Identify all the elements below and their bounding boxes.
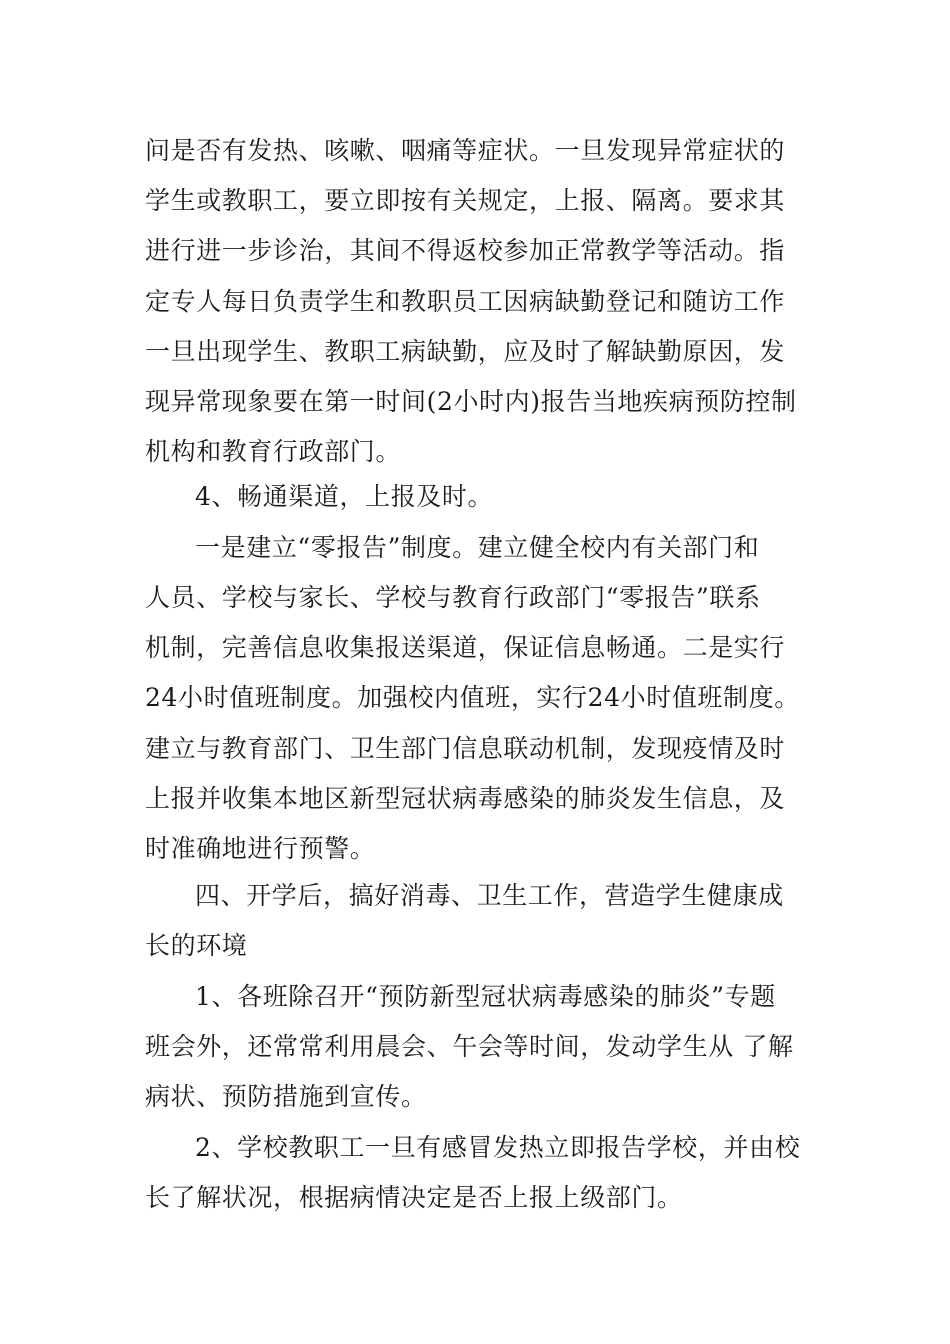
text-line: 病状、预防措施到宣传。 bbox=[145, 1082, 427, 1111]
text-line: 上报并收集本地区新型冠状病毒感染的肺炎发生信息，及 bbox=[145, 784, 786, 813]
text-line: 建立与教育部门、卫生部门信息联动机制，发现疫情及时 bbox=[145, 734, 786, 763]
text-line: 24小时值班制度。加强校内值班，实行24小时值班制度。 bbox=[145, 683, 800, 712]
text-line: 一是建立“零报告”制度。建立健全校内有关部门和 bbox=[195, 533, 760, 562]
text-line: 长了解状况，根据病情决定是否上报上级部门。 bbox=[145, 1183, 683, 1212]
text-line: 问是否有发热、咳嗽、咽痛等症状。一旦发现异常症状的 bbox=[145, 136, 786, 165]
text-line: 机构和教育行政部门。 bbox=[145, 437, 402, 466]
text-line: 一旦出现学生、教职工病缺勤，应及时了解缺勤原因，发 bbox=[145, 337, 786, 366]
text-line: 2、学校教职工一旦有感冒发热立即报告学校，并由校 bbox=[195, 1133, 801, 1162]
text-line: 时准确地进行预警。 bbox=[145, 834, 376, 863]
text-line: 长的环境 bbox=[145, 931, 248, 960]
text-line: 人员、学校与家长、学校与教育行政部门“零报告”联系 bbox=[145, 583, 761, 612]
section-heading: 四、开学后，搞好消毒、卫生工作，营造学生健康成 bbox=[195, 881, 784, 910]
text-line: 进行进一步诊治，其间不得返校参加正常教学等活动。指 bbox=[145, 236, 786, 265]
section-heading: 4、畅通渠道，上报及时。 bbox=[195, 482, 494, 511]
text-line: 学生或教职工，要立即按有关规定，上报、隔离。要求其 bbox=[145, 186, 786, 215]
text-line: 现异常现象要在第一时间(2小时内)报告当地疾病预防控制 bbox=[145, 387, 797, 416]
text-line: 机制，完善信息收集报送渠道，保证信息畅通。二是实行 bbox=[145, 633, 786, 662]
text-line: 1、各班除召开“预防新型冠状病毒感染的肺炎”专题 bbox=[195, 982, 776, 1011]
text-line: 班会外，还常常利用晨会、午会等时间，发动学生从 了解 bbox=[145, 1032, 794, 1061]
text-line: 定专人每日负责学生和教职员工因病缺勤登记和随访工作 bbox=[145, 287, 786, 316]
